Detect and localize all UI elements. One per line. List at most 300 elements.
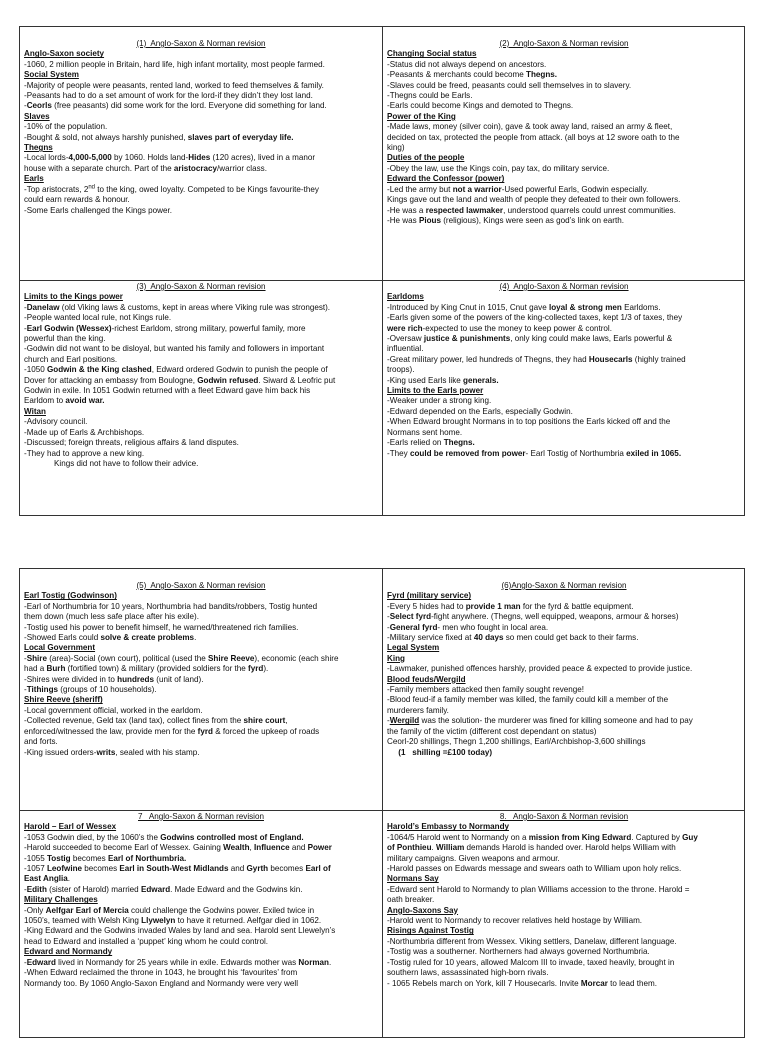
card-line (387, 874, 741, 884)
row-divider (20, 810, 744, 811)
card-line (387, 60, 741, 70)
line-text: Earldoms. (621, 302, 661, 312)
card-line (387, 864, 741, 874)
key-term: Wealth (223, 843, 250, 853)
card-line (387, 438, 741, 448)
line-text: (area)-Social (own court), political (used the (46, 653, 208, 663)
line-text: , (249, 843, 255, 853)
card-line (387, 979, 741, 989)
line-text: Normans sent home. (387, 427, 463, 437)
line-text: . Siward & Leofric put (258, 375, 336, 385)
line-text: - (387, 612, 390, 622)
revision-card-4 (383, 282, 745, 514)
card-title: (6)Anglo-Saxon & Norman revision (501, 581, 627, 590)
row-divider (20, 280, 744, 281)
card-line (24, 334, 378, 344)
card-line (387, 968, 741, 978)
card-line (24, 344, 378, 354)
line-text: -Slaves could be freed, peasants could sell themselves in to slavery. (387, 80, 632, 90)
card-line (387, 70, 741, 80)
card-line (387, 407, 741, 417)
line-text: -Harold passes on Edwards message and swears oath to William upon holy relics. (387, 864, 682, 874)
card-line (24, 926, 378, 936)
card-line (24, 906, 378, 916)
card-line (24, 153, 378, 163)
card-line (387, 833, 741, 843)
line-text: -He was a (387, 205, 426, 215)
section-heading: Harold – Earl of Wessex (24, 822, 117, 832)
section-heading: Earls (24, 174, 44, 184)
line-text: . Made Edward and the Godwins kin. (170, 884, 303, 894)
card-line (387, 428, 741, 438)
line-text: Kings gave out the land and wealth of people they defeated to their own followers. (387, 195, 681, 205)
card-line (24, 885, 378, 895)
line-text: becomes (82, 864, 120, 874)
revision-sheet-top (19, 26, 745, 516)
line-text: them down (much less safe place after his exile). (24, 612, 199, 622)
card-line (387, 895, 741, 905)
line-text: to have it returned. Aelfgar died in 1062. (175, 916, 322, 926)
key-term: Earl of Northumbria. (107, 853, 187, 863)
line-text: -Earls could become Kings and demoted to Thegns. (387, 101, 574, 111)
line-text: -1057 (24, 864, 47, 874)
line-text: , Edward ordered Godwin to punish the people of (151, 365, 328, 375)
card-line (24, 874, 378, 884)
line-text: Dover for attacking an embassy from Boulogne, (24, 375, 198, 385)
line-text: (religious), Kings were seen as god’s link on earth. (440, 215, 624, 225)
line-text: - (24, 653, 27, 663)
line-text: -fight anywhere. (Thegns, well equipped, weapons, armour & horses) (431, 612, 679, 622)
card-line (387, 885, 741, 895)
line-text: -Family members attacked then family sought revenge! (387, 685, 585, 695)
card-line (24, 602, 378, 612)
line-text: - (387, 716, 390, 726)
key-term: Danelaw (26, 302, 60, 312)
line-text: , (285, 716, 288, 726)
card-line (387, 727, 741, 737)
key-term: not a warrior (452, 184, 502, 194)
line-text: (free peasants) did some work for the lord. Everyone did something for land. (51, 101, 327, 111)
card-line (387, 706, 741, 716)
line-text: -Peasants had to do a set amount of work for the lord-if they didn’t they lost land. (24, 91, 313, 101)
card-line (387, 602, 741, 612)
card-line (24, 164, 378, 174)
section-heading: Power of the King (387, 111, 456, 121)
line-text: Ceorl-20 shillings, Thegn 1,200 shillings, Earl/Archbishop-3,600 shillings (387, 737, 646, 747)
line-text: Normandy too. By 1060 Anglo-Saxon England and Normandy were very well (24, 978, 298, 988)
card-line (387, 685, 741, 695)
section-heading: Duties of the people (387, 153, 465, 163)
key-term: hundreds (117, 674, 154, 684)
line-text: -When Edward brought Normans in to top positions the Earls kicked off and the (387, 417, 671, 427)
line-text: -Advisory council. (24, 417, 88, 427)
card-line (24, 386, 378, 396)
line-text: -When Edward reclaimed the throne in 1043, he brought his ‘favourites’ from (24, 968, 298, 978)
line-text: -Edward depended on the Earls, especially Godwin. (387, 406, 573, 416)
revision-card-2 (383, 39, 745, 275)
card-line (24, 612, 378, 622)
card-line (24, 854, 378, 864)
key-term: avoid war. (65, 396, 105, 406)
line-text: could earn rewards & honour. (24, 195, 130, 205)
card-line (24, 843, 378, 853)
line-text: -Thegns could be Earls. (387, 91, 473, 101)
line-text: -He was (387, 215, 419, 225)
line-text: -Tostig was a southerner. Northerners had always governed Northumbria. (387, 947, 650, 957)
line-text: -Collected revenue, Geld tax (land tax), collect fines from the (24, 716, 244, 726)
key-term: Guy (682, 832, 698, 842)
line-text: powerful than the king. (24, 334, 106, 344)
line-text: - 1065 Rebels march on York, kill 7 Housecarls. Invite (387, 978, 581, 988)
key-term: Shire Reeve (208, 653, 255, 663)
key-term: 4,000-5,000 (68, 153, 112, 163)
card-line (387, 654, 741, 664)
card-line (387, 854, 741, 864)
section-heading: Changing Social status (387, 49, 477, 59)
section-heading: Legal System (387, 643, 440, 653)
line-text: -Majority of people were peasants, rented land, worked to feed themselves & family. (24, 80, 324, 90)
card-line (24, 685, 378, 695)
revision-sheet-bottom (19, 568, 745, 1038)
card-line (24, 916, 378, 926)
card-line (24, 91, 378, 101)
card-title: 7 Anglo-Saxon & Norman revision (138, 812, 264, 821)
card-line (24, 958, 378, 968)
card-line (24, 81, 378, 91)
card-line (387, 344, 741, 354)
key-term: Earl in South-West Midlands (119, 864, 229, 874)
section-heading: Military Challenges (24, 895, 98, 905)
section-heading: Thegns (24, 143, 53, 153)
card-line (24, 407, 378, 417)
section-heading: Local Government (24, 643, 96, 653)
key-term: mission from King Edward (528, 832, 632, 842)
card-line (387, 122, 741, 132)
card-line (24, 937, 378, 947)
card-line (387, 947, 741, 957)
line-text: 1050’s, teamed with Welsh King (24, 916, 142, 926)
line-text: -10% of the population. (24, 122, 108, 132)
line-text: Godwin in exile. In 1051 Godwin returned with a fleet Edward gave him back his (24, 386, 311, 396)
card-line (387, 49, 741, 59)
card-line (387, 695, 741, 705)
card-line (387, 664, 741, 674)
line-text: so men could get back to their farms. (503, 633, 639, 643)
key-term: Ceorls (26, 101, 52, 111)
line-text: and (289, 843, 308, 853)
line-text: -Shires were divided in to (24, 674, 118, 684)
card-line (24, 417, 378, 427)
line-text: Earldom to (24, 396, 66, 406)
key-term: Earl of (305, 864, 331, 874)
card-line (387, 216, 741, 226)
card-line (24, 459, 378, 469)
key-term: fyrd (197, 726, 213, 736)
line-text: to the king, owed loyalty. Competed to be Kings favourite-they (95, 184, 319, 194)
section-heading: Anglo-Saxons Say (387, 905, 459, 915)
card-title: (1) Anglo-Saxon & Norman revision (136, 39, 266, 48)
line-text: -King issued orders- (24, 747, 97, 757)
line-text: murderers family. (387, 705, 449, 715)
line-text: troops). (387, 365, 415, 375)
card-line (24, 122, 378, 132)
key-term: Morcar (580, 978, 608, 988)
line-text: ), economic (each shire (254, 653, 339, 663)
line-text: -1053 Godwin died, by the 1060’s the (24, 832, 161, 842)
key-term: Thegns. (443, 438, 475, 448)
key-term: Leofwine (46, 864, 83, 874)
line-text: -Lawmaker, punished offences harshly, provided peace & expected to provide justice. (387, 664, 693, 674)
line-text: , sealed with his stamp. (115, 747, 200, 757)
section-heading: Harold’s Embassy to Normandy (387, 822, 510, 832)
card-title: (5) Anglo-Saxon & Norman revision (136, 581, 266, 590)
card-line (24, 70, 378, 80)
line-text: (sister of Harold) married (46, 884, 141, 894)
card-line (24, 143, 378, 153)
line-text: -Earls relied on (387, 438, 444, 448)
section-heading: Witan (24, 406, 46, 416)
key-term: Housecarls (588, 354, 633, 364)
section-heading: Risings Against Tostig (387, 926, 474, 936)
card-line (24, 968, 378, 978)
line-text: . (329, 957, 332, 967)
line-text: -They (387, 448, 410, 458)
card-line (24, 449, 378, 459)
line-text: -Discussed; foreign threats, religious affairs & land disputes. (24, 438, 239, 448)
key-term: Shire (26, 653, 47, 663)
card-line (24, 438, 378, 448)
line-text: had a (24, 664, 47, 674)
card-line (24, 675, 378, 685)
line-text: (120 acres), lived in a manor (210, 153, 316, 163)
line-text: -Used powerful Earls, Godwin especially. (501, 184, 649, 194)
key-term: Norman (298, 957, 329, 967)
key-term: Edward (140, 884, 171, 894)
card-line (387, 164, 741, 174)
line-text: . Captured by (631, 832, 683, 842)
line-text: -Oversaw (387, 334, 424, 344)
card-line (24, 60, 378, 70)
card-line (24, 49, 378, 59)
card-line (387, 101, 741, 111)
line-text: by 1060. Holds land- (111, 153, 189, 163)
card-line (24, 324, 378, 334)
card-line (387, 174, 741, 184)
line-text: -Top aristocrats, 2 (24, 184, 89, 194)
line-text: /warrior class. (217, 163, 267, 173)
line-text: - men who fought in local area. (437, 622, 549, 632)
section-heading: Shire Reeve (sheriff) (24, 695, 103, 705)
line-text: -1060, 2 million people in Britain, hard life, high infant mortality, most people farmed. (24, 59, 325, 69)
indented-note: Kings did not have to follow their advice. (54, 458, 199, 468)
line-text: demands Harold is handed over. Harold helps William with (464, 843, 676, 853)
card-line (387, 633, 741, 643)
key-term: solve & create problems (100, 633, 195, 643)
card-line (387, 91, 741, 101)
key-term: Influence (254, 843, 290, 853)
line-text: (fortified town) & military (provided soldiers for the (65, 664, 249, 674)
card-line (24, 979, 378, 989)
line-text: ). (263, 664, 269, 674)
card-line (387, 153, 741, 163)
key-term: aristocracy (173, 163, 218, 173)
line-text: -richest Earldom, strong military, powerful family, more (111, 323, 306, 333)
card-line (387, 737, 741, 747)
key-term: 40 days (473, 633, 504, 643)
card-line (24, 643, 378, 653)
card-line (387, 303, 741, 313)
card-title: 8. Anglo-Saxon & Norman revision (499, 812, 629, 821)
line-text: -They had to approve a new king. (24, 448, 145, 458)
card-line (24, 133, 378, 143)
superscript: nd (88, 184, 96, 190)
card-line (24, 623, 378, 633)
line-text: house with a separate church. Part of the (24, 163, 174, 173)
key-term: Edith (26, 884, 47, 894)
line-text: (highly trained (632, 354, 686, 364)
line-text: -1050 (24, 365, 47, 375)
section-heading: Edward and Normandy (24, 947, 113, 957)
revision-card-7 (20, 812, 382, 1032)
card-line (387, 143, 741, 153)
line-text: - (24, 101, 27, 111)
line-text: & forced the upkeep of roads (212, 726, 320, 736)
card-line (24, 396, 378, 406)
card-line (387, 133, 741, 143)
line-text: -Peasants & merchants could become (387, 70, 527, 80)
key-term: East Anglia (24, 874, 68, 884)
card-line (24, 355, 378, 365)
key-term: Earl Godwin (Wessex) (26, 323, 112, 333)
key-term: (1 shilling =£100 today) (398, 747, 493, 757)
line-text: (groups of 10 households). (58, 685, 157, 695)
card-line (24, 428, 378, 438)
line-text: -Only (24, 905, 46, 915)
card-line (387, 313, 741, 323)
line-text: military campaigns. Given weapons and armour. (387, 853, 560, 863)
key-term: Godwin & the King clashed (46, 365, 152, 375)
card-line (387, 417, 741, 427)
line-text: and forts. (24, 737, 58, 747)
key-term: fyrd (248, 664, 264, 674)
card-line (387, 185, 741, 195)
key-term: shire court (243, 716, 286, 726)
key-term: Thegns. (526, 70, 558, 80)
line-text: -Edward sent Harold to Normandy to plan Williams accession to the throne. Harold = (387, 884, 690, 894)
key-term: Gyrth (246, 864, 269, 874)
section-heading: Fyrd (military service) (387, 591, 472, 601)
card-line (387, 675, 741, 685)
line-text: -1055 (24, 853, 47, 863)
line-text: church and Earl positions. (24, 354, 118, 364)
line-text: -Led the army but (387, 184, 453, 194)
line-text: -Great military power, led hundreds of Thegns, they had (387, 354, 589, 364)
card-title: (2) Anglo-Saxon & Norman revision (499, 39, 629, 48)
card-line (387, 937, 741, 947)
card-line (24, 185, 378, 195)
line-text: -Showed Earls could (24, 633, 101, 643)
revision-card-8 (383, 812, 745, 1032)
line-text: -People wanted local rule, not Kings rule. (24, 313, 172, 323)
line-text: -Military service fixed at (387, 633, 474, 643)
card-line (24, 947, 378, 957)
revision-card-5 (20, 581, 382, 807)
card-line (387, 906, 741, 916)
card-line (387, 748, 741, 758)
line-text: . (67, 874, 71, 884)
line-text: oath breaker. (387, 895, 435, 905)
key-term: Godwin refused (197, 375, 259, 385)
line-text: - (24, 323, 27, 333)
card-line (24, 654, 378, 664)
key-term: Godwins controlled most of England. (160, 832, 304, 842)
card-line (387, 324, 741, 334)
card-line (24, 727, 378, 737)
card-line (24, 895, 378, 905)
card-line (24, 695, 378, 705)
line-text: the family of the victim (different cost dependant on status) (387, 726, 597, 736)
key-term: justice & punishments (423, 334, 511, 344)
card-line (387, 292, 741, 302)
line-text: - (24, 302, 27, 312)
card-line (24, 664, 378, 674)
line-text: (old Viking laws & customs, kept in areas where Viking rule was strongest). (59, 302, 331, 312)
line-text: -Bought & sold, not always harshly punished, (24, 132, 188, 142)
card-line (387, 355, 741, 365)
card-line (387, 926, 741, 936)
card-line (387, 386, 741, 396)
line-text: -Godwin did not want to be disloyal, but wanted his family and followers in important (24, 344, 325, 354)
card-line (387, 195, 741, 205)
card-line (24, 748, 378, 758)
card-line (387, 206, 741, 216)
line-text: -Introduced by King Cnut in 1015, Cnut gave (387, 302, 549, 312)
section-heading: Limits to the Earls power (387, 386, 484, 396)
card-line (24, 206, 378, 216)
section-heading: Anglo-Saxon society (24, 49, 105, 59)
card-line (24, 706, 378, 716)
line-text: -Harold succeeded to become Earl of Wessex. Gaining (24, 843, 224, 853)
card-line (387, 112, 741, 122)
key-term: Hides (188, 153, 211, 163)
line-text: becomes (70, 853, 108, 863)
line-text: head to Edward and installed a ‘puppet’ king whom he could control. (24, 936, 269, 946)
key-term: slaves part of everyday life. (187, 132, 294, 142)
card-line (387, 843, 741, 853)
key-term: provide 1 man (465, 601, 521, 611)
key-term: Power (307, 843, 332, 853)
card-line (24, 303, 378, 313)
line-text: -expected to use the money to keep power & control. (422, 323, 612, 333)
section-heading: Earldoms (387, 292, 424, 302)
section-heading: Limits to the Kings power (24, 292, 123, 302)
section-heading: Edward the Confessor (power) (387, 174, 505, 184)
line-text: -Obey the law, use the Kings coin, pay tax, do military service. (387, 163, 610, 173)
card-line (24, 737, 378, 747)
card-line (24, 822, 378, 832)
line-text: -1064/5 Harold went to Normandy on a (387, 832, 529, 842)
card-line (387, 81, 741, 91)
line-text: southern laws, assassinated high-born rivals. (387, 968, 549, 978)
card-line (387, 334, 741, 344)
section-heading: Earl Tostig (Godwinson) (24, 591, 117, 601)
line-text: -Northumbria different from Wessex. Viking settlers, Danelaw, different language. (387, 936, 677, 946)
line-text: -King Edward and the Godwins invaded Wales by land and sea. Harold sent Llewelyn’s (24, 926, 336, 936)
line-text: -Made up of Earls & Archbishops. (24, 427, 145, 437)
card-line (24, 864, 378, 874)
line-text: -Some Earls challenged the Kings power. (24, 205, 173, 215)
key-term: could be removed from power (409, 448, 526, 458)
